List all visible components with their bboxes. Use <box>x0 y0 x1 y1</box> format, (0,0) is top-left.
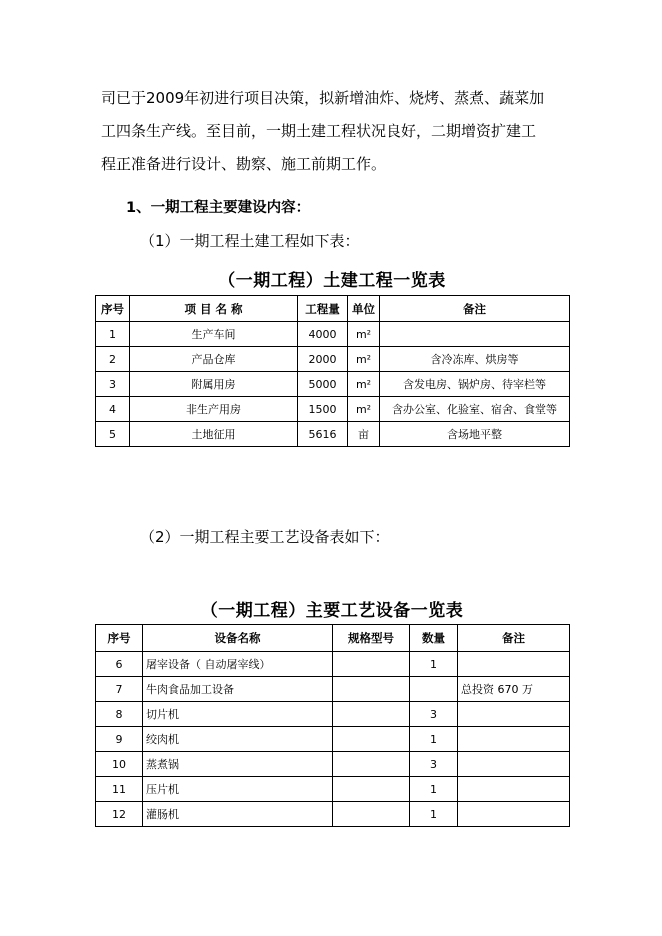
section-heading: 1、一期工程主要建设内容： <box>126 200 311 216</box>
table-row <box>96 397 570 422</box>
cell-note <box>458 652 570 677</box>
subheading-civil-works: （1）一期工程土建工程如下表： <box>140 232 360 250</box>
table-row <box>96 372 570 397</box>
cell-qty <box>410 677 458 702</box>
cell-note: 含冷冻库、烘房等 <box>380 347 570 372</box>
table2-title: （一期工程）主要工艺设备一览表 <box>200 601 464 621</box>
table-row <box>96 652 570 677</box>
cell-unit: m² <box>348 347 380 372</box>
cell-name: 灌肠机 <box>143 802 333 827</box>
cell-name: 屠宰设备（ 自动屠宰线） <box>143 652 333 677</box>
cell-spec <box>333 777 410 802</box>
cell-name: 生产车间 <box>130 322 298 347</box>
civil-works-table <box>95 295 570 447</box>
cell-qty: 1 <box>410 727 458 752</box>
cell-note <box>458 727 570 752</box>
table-row <box>96 677 570 702</box>
cell-name: 压片机 <box>143 777 333 802</box>
table-row <box>96 347 570 372</box>
cell-note <box>458 777 570 802</box>
cell-no: 10 <box>96 752 143 777</box>
table-row <box>96 702 570 727</box>
cell-name: 蒸煮锅 <box>143 752 333 777</box>
cell-qty: 1 <box>410 802 458 827</box>
paragraph-line-2: 工四条生产线。至目前，一期土建工程状况良好，二期增资扩建工 <box>101 122 537 140</box>
cell-name: 非生产用房 <box>130 397 298 422</box>
cell-no: 2 <box>96 347 130 372</box>
cell-no: 3 <box>96 372 130 397</box>
cell-name: 产品仓库 <box>130 347 298 372</box>
cell-name: 切片机 <box>143 702 333 727</box>
cell-qty: 3 <box>410 752 458 777</box>
cell-no: 4 <box>96 397 130 422</box>
cell-note <box>380 322 570 347</box>
cell-spec <box>333 727 410 752</box>
cell-unit: m² <box>348 322 380 347</box>
cell-spec <box>333 702 410 727</box>
cell-no: 12 <box>96 802 143 827</box>
cell-qty: 1500 <box>298 397 348 422</box>
cell-qty: 1 <box>410 777 458 802</box>
table1-title: （一期工程）土建工程一览表 <box>218 271 446 291</box>
cell-no: 7 <box>96 677 143 702</box>
cell-name: 绞肉机 <box>143 727 333 752</box>
header-note: 备注 <box>380 296 570 322</box>
header-name: 设备名称 <box>143 625 333 652</box>
table-row <box>96 752 570 777</box>
cell-qty: 4000 <box>298 322 348 347</box>
cell-note: 含场地平整 <box>380 422 570 447</box>
cell-spec <box>333 677 410 702</box>
header-unit: 单位 <box>348 296 380 322</box>
cell-no: 11 <box>96 777 143 802</box>
cell-qty: 5616 <box>298 422 348 447</box>
equipment-table <box>95 624 570 827</box>
table-row <box>96 322 570 347</box>
cell-spec <box>333 652 410 677</box>
table-row <box>96 727 570 752</box>
cell-note: 含办公室、化验室、宿舍、食堂等 <box>380 397 570 422</box>
cell-qty: 5000 <box>298 372 348 397</box>
header-note: 备注 <box>458 625 570 652</box>
table-row <box>96 422 570 447</box>
table-row <box>96 802 570 827</box>
cell-note <box>458 802 570 827</box>
cell-qty: 3 <box>410 702 458 727</box>
cell-qty: 1 <box>410 652 458 677</box>
cell-note <box>458 752 570 777</box>
table-row <box>96 777 570 802</box>
cell-spec <box>333 752 410 777</box>
cell-qty: 2000 <box>298 347 348 372</box>
header-qty: 工程量 <box>298 296 348 322</box>
table-header-row <box>96 625 570 652</box>
cell-unit: m² <box>348 397 380 422</box>
cell-no: 8 <box>96 702 143 727</box>
header-no: 序号 <box>96 296 130 322</box>
cell-name: 附属用房 <box>130 372 298 397</box>
header-name: 项 目 名 称 <box>130 296 298 322</box>
cell-note <box>458 702 570 727</box>
cell-unit: m² <box>348 372 380 397</box>
cell-unit: 亩 <box>348 422 380 447</box>
header-no: 序号 <box>96 625 143 652</box>
table-header-row <box>96 296 570 322</box>
cell-name: 土地征用 <box>130 422 298 447</box>
subheading-equipment: （2）一期工程主要工艺设备表如下： <box>140 528 390 546</box>
cell-spec <box>333 802 410 827</box>
header-qty: 数量 <box>410 625 458 652</box>
cell-no: 9 <box>96 727 143 752</box>
cell-no: 5 <box>96 422 130 447</box>
cell-no: 1 <box>96 322 130 347</box>
cell-name: 牛肉食品加工设备 <box>143 677 333 702</box>
cell-no: 6 <box>96 652 143 677</box>
cell-note: 含发电房、锅炉房、待宰栏等 <box>380 372 570 397</box>
paragraph-line-1: 司已于2009年初进行项目决策，拟新增油炸、烧烤、蒸煮、蔬菜加 <box>101 89 545 107</box>
cell-note: 总投资 670 万 <box>458 677 570 702</box>
header-spec: 规格型号 <box>333 625 410 652</box>
paragraph-line-3: 程正准备进行设计、勘察、施工前期工作。 <box>101 155 387 173</box>
